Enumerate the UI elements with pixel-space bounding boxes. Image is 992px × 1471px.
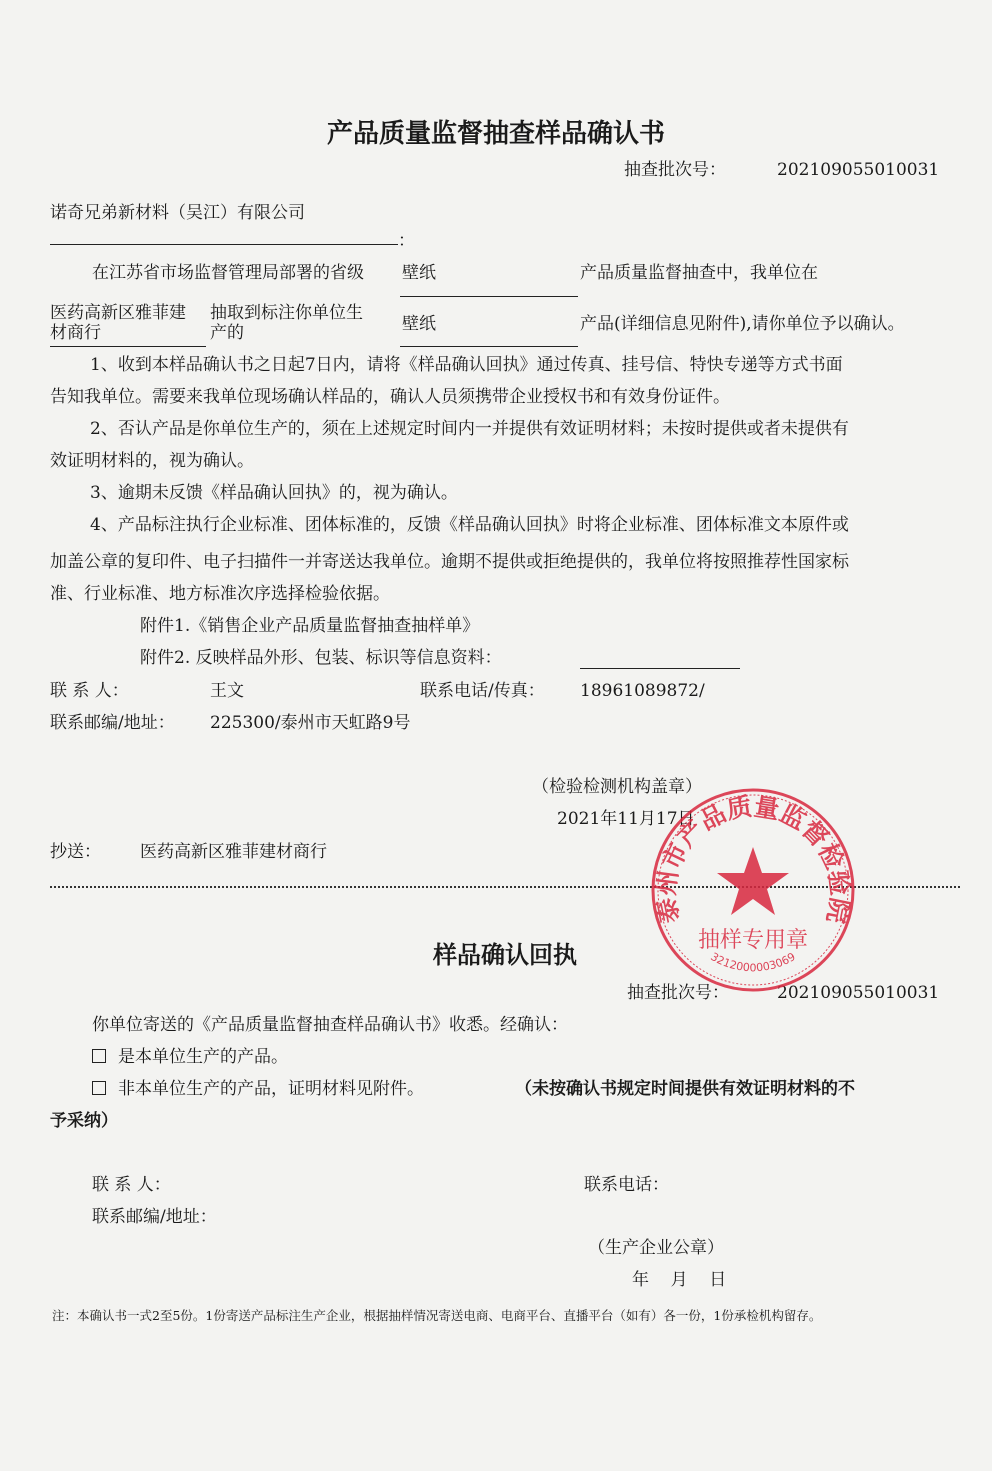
option-label: 非本单位生产的产品，证明材料见附件。 bbox=[118, 1079, 424, 1099]
document-title: 产品质量监督抽查样品确认书 bbox=[326, 119, 665, 149]
star-icon bbox=[717, 847, 789, 915]
colon: ： bbox=[398, 231, 415, 251]
item-3: 3、逾期未反馈《样品确认回执》的，视为确认。 bbox=[90, 483, 458, 503]
contact-address-label: 联系邮编/地址： bbox=[50, 713, 175, 733]
seal-purpose: 抽样专用章 bbox=[697, 928, 809, 953]
receipt-address-label: 联系邮编/地址： bbox=[92, 1207, 217, 1227]
issue-date: 2021年11月17日 bbox=[557, 809, 695, 829]
intro-part1: 在江苏省市场监督管理局部署的省级 bbox=[92, 263, 364, 283]
place-line: 材商行 bbox=[50, 323, 101, 343]
contact-person-label: 联 系 人： bbox=[50, 681, 129, 701]
underline bbox=[400, 346, 578, 347]
item-4-line-1: 4、产品标注执行企业标准、团体标准的，反馈《样品确认回执》时将企业标准、团体标准文本原件或 bbox=[90, 515, 849, 535]
company-underline bbox=[50, 244, 398, 245]
underline bbox=[400, 296, 578, 297]
checkbox[interactable] bbox=[92, 1081, 106, 1095]
receipt-phone-label: 联系电话： bbox=[584, 1175, 669, 1195]
contact-person: 王文 bbox=[210, 681, 244, 701]
seal-org-text: 泰州市产品质量监督检验院 bbox=[651, 791, 855, 926]
attachment-1: 附件1.《销售企业产品质量监督抽查抽样单》 bbox=[140, 616, 480, 636]
attachment-2: 附件2. 反映样品外形、包装、标识等信息资料： bbox=[140, 648, 502, 668]
option-label: 是本单位生产的产品。 bbox=[118, 1047, 288, 1067]
receipt-batch-label: 抽查批次号： bbox=[627, 983, 729, 1003]
text-line: 抽取到标注你单位生 bbox=[210, 303, 363, 323]
text-line: 产的 bbox=[210, 323, 244, 343]
seal-code bbox=[708, 950, 797, 974]
option-not-own-product[interactable] bbox=[92, 1078, 424, 1100]
contact-phone-label: 联系电话/传真： bbox=[420, 681, 545, 701]
receipt-batch-number: 202109055010031 bbox=[777, 983, 940, 1003]
company-name: 诺奇兄弟新材料（吴江）有限公司 bbox=[50, 203, 305, 223]
product-name-1: 壁纸 bbox=[402, 263, 436, 283]
official-seal-stamp bbox=[648, 785, 858, 995]
receipt-person-label: 联 系 人： bbox=[92, 1175, 171, 1195]
seal-note: （检验检测机构盖章） bbox=[532, 777, 702, 797]
item-2-line-1: 2、否认产品是你单位生产的，须在上述规定时间内一并提供有效证明材料；未按时提供或者未提供有 bbox=[90, 419, 849, 439]
seal-code-text: 3212000003069 bbox=[708, 950, 798, 975]
item-4-line-3: 准、行业标准、地方标准次序选择检验依据。 bbox=[50, 584, 390, 604]
item-1-line-2: 告知我单位。需要来我单位现场确认样品的，确认人员须携带企业授权书和有效身份证件。 bbox=[50, 387, 730, 407]
product-name-2: 壁纸 bbox=[402, 314, 436, 334]
warning-line-1: （未按确认书规定时间提供有效证明材料的不 bbox=[515, 1079, 855, 1099]
item-2-line-2: 效证明材料的，视为确认。 bbox=[50, 451, 254, 471]
item-1-line-1: 1、收到本样品确认书之日起7日内，请将《样品确认回执》通过传真、挂号信、特快专递等方式书面 bbox=[90, 355, 843, 375]
batch-number: 202109055010031 bbox=[777, 160, 940, 180]
footnote: 注：本确认书一式2至5份。1份寄送产品标注生产企业，根据抽样情况寄送电商、电商平台、直播平台（如有）各一份，1份承检机构留存。 bbox=[52, 1308, 822, 1323]
underline bbox=[50, 346, 206, 347]
place-line: 医药高新区雅菲建 bbox=[50, 303, 186, 323]
option-own-product[interactable] bbox=[92, 1046, 288, 1068]
sampling-place bbox=[50, 303, 186, 343]
receipt-seal-note: （生产企业公章） bbox=[588, 1238, 724, 1258]
checkbox[interactable] bbox=[92, 1049, 106, 1063]
item-4-line-2: 加盖公章的复印件、电子扫描件一并寄送达我单位。逾期不提供或拒绝提供的，我单位将按照推荐性国家标 bbox=[50, 552, 849, 572]
intro-part3 bbox=[210, 303, 363, 343]
receipt-intro: 你单位寄送的《产品质量监督抽查样品确认书》收悉。经确认： bbox=[92, 1015, 568, 1035]
underline bbox=[580, 668, 740, 669]
contact-phone: 18961089872/ bbox=[580, 681, 705, 701]
cc-recipient: 医药高新区雅菲建材商行 bbox=[140, 842, 327, 862]
batch-label: 抽查批次号： bbox=[624, 160, 726, 180]
cc-label: 抄送： bbox=[50, 842, 101, 862]
intro-part2: 产品质量监督抽查中，我单位在 bbox=[580, 263, 818, 283]
warning-line-2: 予采纳） bbox=[50, 1111, 118, 1131]
contact-address: 225300/泰州市天虹路9号 bbox=[210, 713, 411, 733]
intro-part4: 产品(详细信息见附件),请你单位予以确认。 bbox=[580, 314, 905, 334]
receipt-date: 年 月 日 bbox=[632, 1270, 727, 1290]
receipt-title: 样品确认回执 bbox=[433, 940, 577, 969]
